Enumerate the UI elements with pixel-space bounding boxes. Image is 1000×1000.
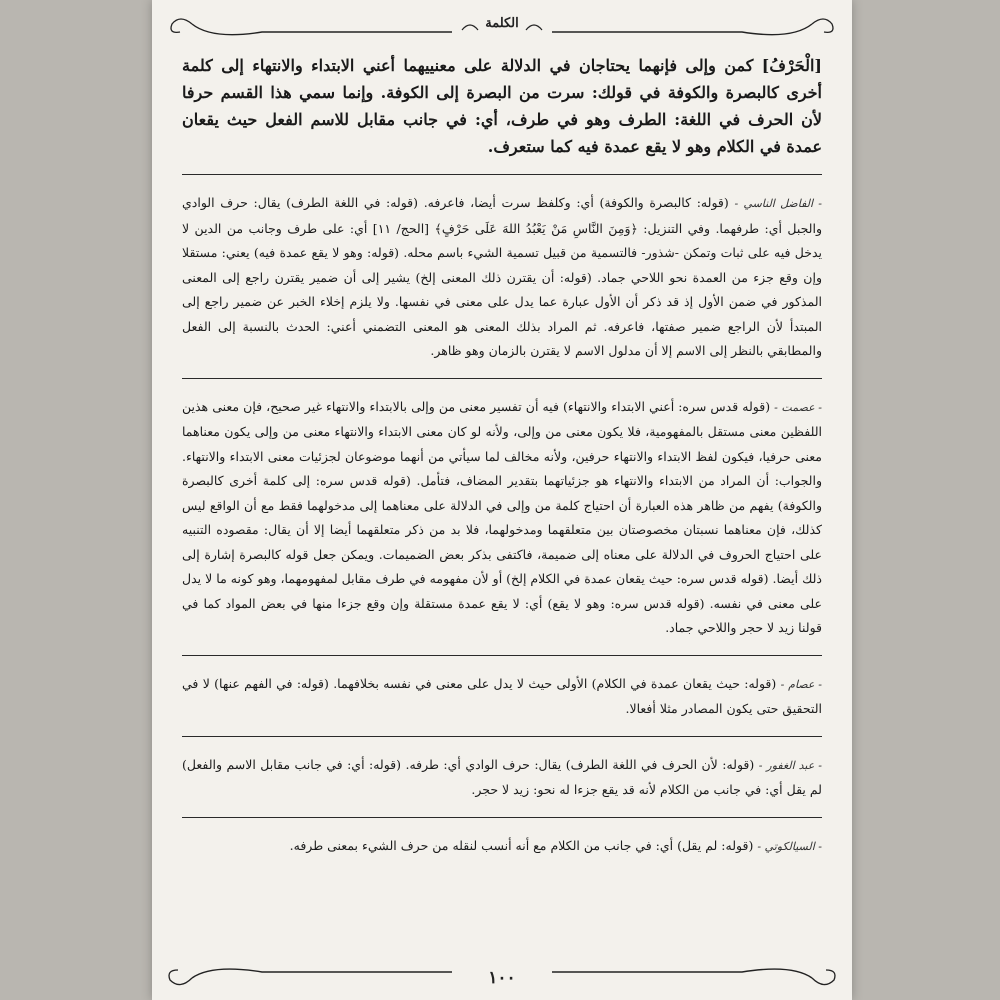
note-author: - عصام - — [780, 677, 822, 691]
divider — [182, 817, 822, 818]
note-text: (قوله قدس سره: أعني الابتداء والانتهاء) فيه أن تفسير معنى من وإلى بالابتداء والانتهاء غير صحيح، فإن معنى هذين اللفظين معنى مستقل بالمفهومية، فلا يكون معنى من وإلى، ولأنه لو كان معنى الابتداء والانتهاء معنى من وإلى يكون معناهما معنى حرفيا، فيكون لفظ الابتداء والانتهاء حرفين، ولأنه مخالف لما سيأتي من أنهما موضوعان لجزئيات معنى الابتداء والانتهاء. والجواب: أن المراد من الابتداء والانتهاء هو جزئياتهما بتقدير المضاف، فتأمل. (قوله قدس سره: إلى كلمة أخرى كالبصرة والكوفة) يفهم من ظاهر هذه العبارة أن احتياج كلمة من وإلى في الدلالة على معناهما إلى مدخولهما فقط مع أن الواقع ليس كذلك، فإن معناهما نسبتان مخصوصتان بين متعلقهما ومدخولهما، فلا بد من ذكر متعلقهما أيضا إلا أن يقال: مقصوده التنبيه على احتياج الحروف في الدلالة على معناه إلى ضميمة، فاكتفى بذكر بعض الضميمات. ويمكن جعل قوله كالبصرة إشارة إلى ذلك أيضا. (قوله قدس سره: حيث يقعان عمدة في الكلام إلخ) أو لأن مفهومه في طرف مقابل لمفهومهما، وهو كونه ما لا يدل على معنى في نفسه. (قوله قدس سره: وهو لا يقع) أي: لا يقع عمدة مستقلة وإن وقع جزءا منها في بعض المواد كما في قولنا زيد لا حجر واللاحي جماد. — [182, 398, 822, 635]
note-text: (قوله: لأن الحرف في اللغة الطرف) يقال: حرف الوادي أي: طرفه. (قوله: أي: في جانب مقابل الاسم والفعل) لم يقل أي: في جانب من الكلام لأنه قد يقع جزءا له نحو: زيد لا حجر. — [182, 756, 822, 797]
note-text: (قوله: كالبصرة والكوفة) أي: وكلفظ سرت أيضا، فاعرفه. (قوله: في اللغة الطرف) يقال: حرف الوادي والجبل أي: طرفهما. وفي التنزيل: ﴿وَمِنَ النَّاسِ مَنْ يَعْبُدُ اللهَ عَلَى حَرْفٍ﴾ [الحج/ ١١] أي: على طرف وجانب من الدين لا يدخل فيه على ثبات وتمكن -شذور- فالتسمية من قبيل تسمية الشيء باسم محله. (قوله: وهو لا يقع عمدة فيه) يعني: مستقلا وإن وقع جزء من العمدة نحو اللاحي جماد. (قوله: أن يقترن ذلك المعنى إلخ) يشير إلى أن ضمير يقترن راجع إلى المعنى المذكور في ضمن الأول إذ قد ذكر أن الأول عبارة عما يدل على معنى في نفسها. ولا يلزم إخلاء الخبر عن ضمير راجع إلى المبتدأ لأن الراجع ضمير صفتها، فاعرفه. ثم المراد بذلك المعنى هو المعنى التضمني أعني: الحدث بالنسبة إلى الفعل والمطابقي بالنظر إلى الاسم إلا أن مدلول الاسم لا يقترن بالزمان وهو ظاهر. — [182, 195, 823, 358]
running-head: الكلمة — [485, 16, 519, 31]
commentary-note — [182, 753, 822, 803]
page-content — [182, 52, 822, 859]
page-footer — [152, 954, 852, 1000]
note-author: - عبد الغفور - — [758, 758, 822, 772]
commentary-note — [182, 834, 822, 860]
note-text: (قوله: لم يقل) أي: في جانب من الكلام مع أنه أنسب لنقله من حرف الشيء بمعنى طرفه. — [289, 837, 754, 853]
commentary-note — [182, 395, 822, 641]
note-author: - السيالكوتي - — [757, 839, 822, 853]
divider — [182, 736, 822, 737]
divider — [182, 174, 822, 175]
book-page — [152, 0, 852, 1000]
page-header — [152, 10, 852, 50]
divider — [182, 655, 822, 656]
commentary-note — [182, 191, 822, 364]
main-text: [الْحَرْفُ] كمن وإلى فإنهما يحتاجان في الدلالة على معنييهما أعني الابتداء والانتهاء إلى كلمة أخرى كالبصرة والكوفة في قولك: سرت من البصرة إلى الكوفة. وإنما سمي هذا القسم حرفا لأن الحرف في اللغة: الطرف وهو في طرف، أي: في جانب مقابل للاسم الفعل حيث يقعان عمدة في الكلام وهو لا يقع عمدة فيه كما ستعرف. — [182, 56, 823, 156]
note-author: - عصمت - — [774, 400, 822, 414]
divider — [182, 378, 822, 379]
page-number: ١٠٠ — [488, 968, 516, 988]
note-author: - الفاضل الناسي - — [734, 197, 822, 210]
note-text: (قوله: حيث يقعان عمدة في الكلام) الأولى حيث لا يدل على معنى في نفسه بخلافهما. (قوله: في الفهم عنها) لا في التحقيق حتى يكون المصادر مثلا أفعالا. — [182, 675, 822, 716]
commentary-note — [182, 672, 822, 722]
